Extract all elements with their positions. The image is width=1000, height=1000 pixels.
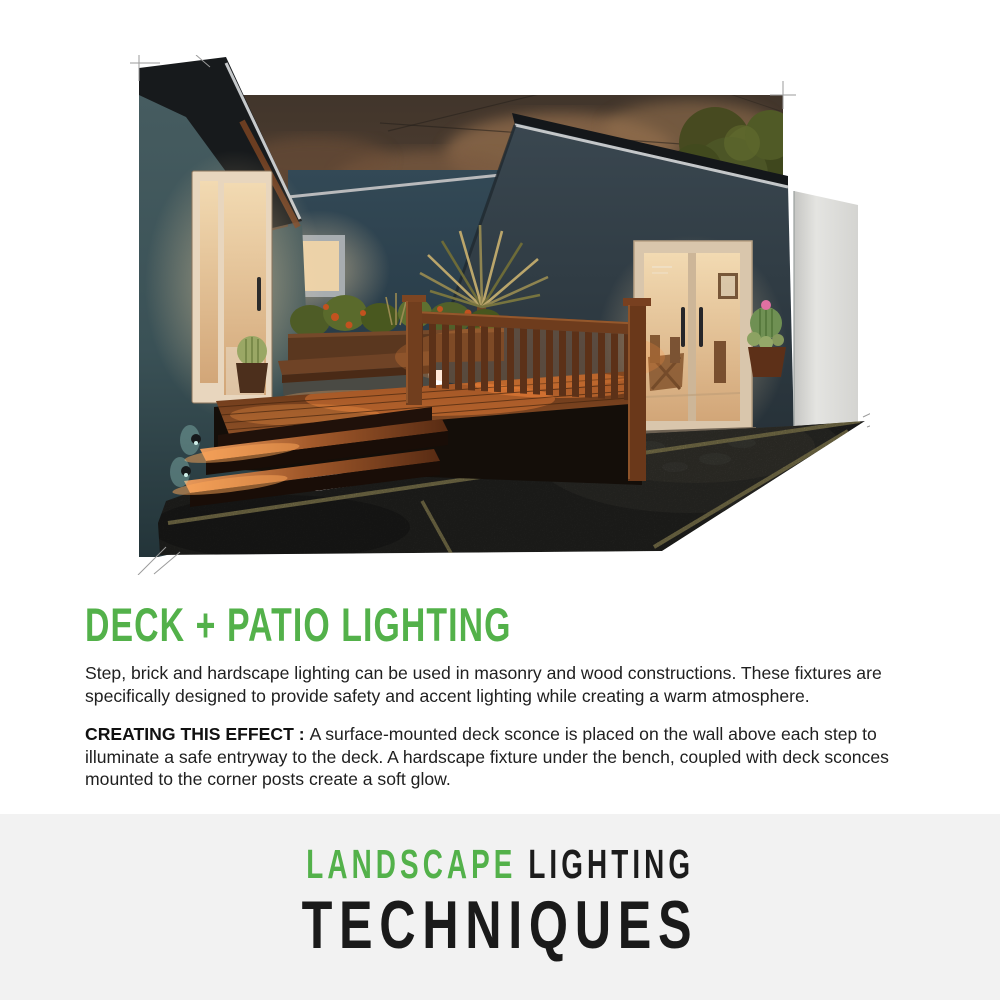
brand-line [215, 841, 785, 887]
series-title-text: TECHNIQUES [301, 887, 699, 963]
effect-text: A surface-mounted deck sconce is placed on the wall above each step to illuminate a safe entryway to the deck. A hardscape fixture under the bench, coupled with deck sconces mounted to the corner posts create a soft glow. [85, 723, 889, 790]
gray-wall-panel [794, 191, 858, 429]
series-title [232, 887, 768, 963]
intro-paragraph: Step, brick and hardscape lighting can be used in masonry and wood constructions. These fixtures are specifically designed to provide safety and accent lighting while creating a warm atmosphere. [85, 663, 882, 706]
brand-landscape: LANDSCAPE [306, 841, 517, 887]
door-handle [681, 307, 685, 347]
door-handle [699, 307, 703, 347]
brand-lighting: LIGHTING [528, 841, 694, 887]
effect-paragraph [85, 723, 931, 792]
chair [670, 337, 680, 363]
section-heading [85, 598, 931, 651]
deck-night-scene [130, 55, 870, 575]
cactus-flower [761, 300, 771, 310]
section-heading-text: DECK + PATIO LIGHTING [85, 598, 512, 651]
railing-post [406, 299, 422, 405]
text-content [85, 598, 931, 806]
planter-pot [748, 347, 786, 377]
cactus-planter-left [236, 336, 268, 393]
door-handle [257, 277, 261, 311]
effect-label: CREATING THIS EFFECT : [85, 723, 305, 744]
railing-corner-post [628, 303, 646, 481]
deck-render-illustration [130, 55, 870, 575]
footer-band [0, 814, 1000, 1000]
chair [714, 341, 726, 383]
